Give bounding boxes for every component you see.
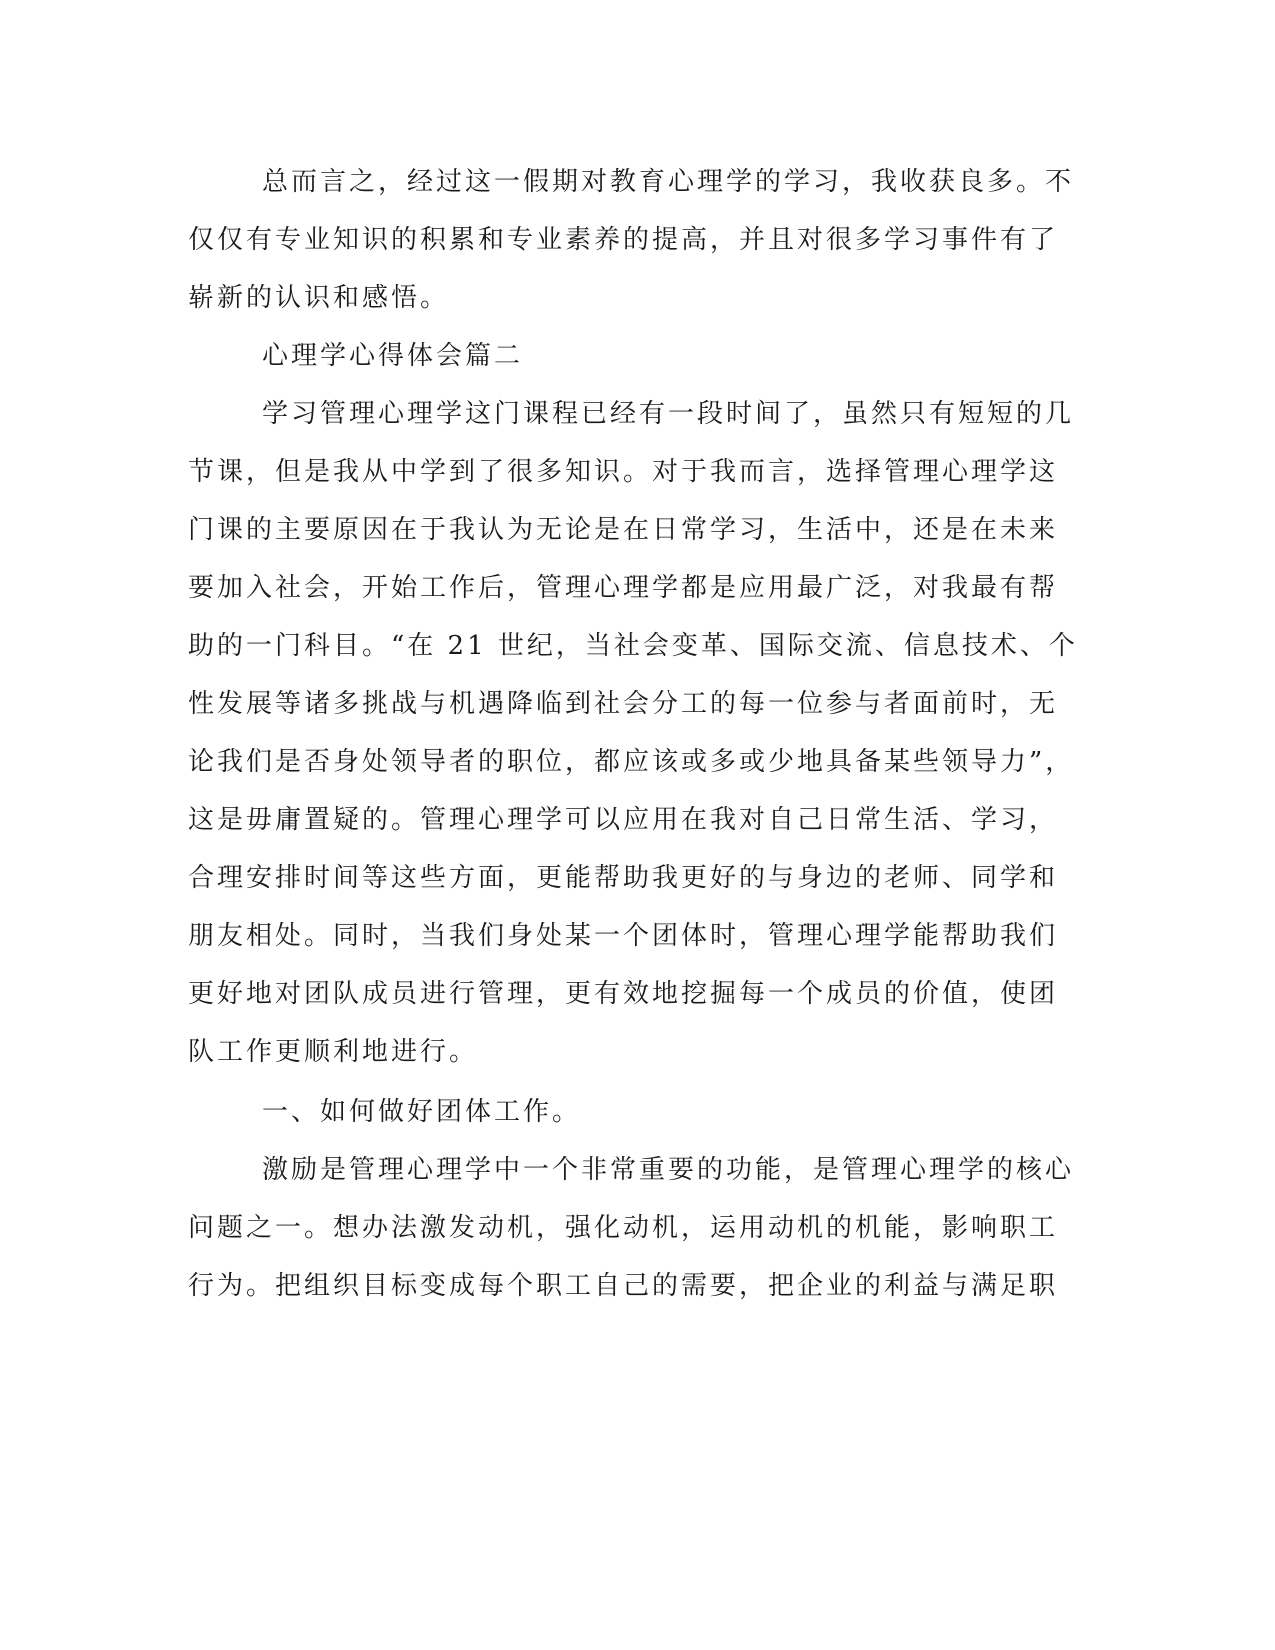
paragraph-2-line-8: 这是毋庸置疑的。管理心理学可以应用在我对自己日常生活、学习， bbox=[188, 805, 1059, 835]
paragraph-1-line-3: 崭新的认识和感悟。 bbox=[188, 283, 450, 313]
paragraph-2-line-7: 论我们是否身处领导者的职位，都应该或多或少地具备某些领导力”， bbox=[188, 747, 1075, 777]
paragraph-2-line-4: 要加入社会，开始工作后，管理心理学都是应用最广泛，对我最有帮 bbox=[188, 573, 1059, 603]
subsection-heading: 一、如何做好团体工作。 bbox=[262, 1097, 582, 1127]
paragraph-3-line-1: 激励是管理心理学中一个非常重要的功能，是管理心理学的核心 bbox=[262, 1155, 1075, 1185]
paragraph-1-line-1: 总而言之，经过这一假期对教育心理学的学习，我收获良多。不 bbox=[262, 167, 1075, 197]
paragraph-2-line-5: 助的一门科目。“在 21 世纪，当社会变革、国际交流、信息技术、个 bbox=[188, 631, 1078, 661]
paragraph-2-line-2: 节课，但是我从中学到了很多知识。对于我而言，选择管理心理学这 bbox=[188, 457, 1059, 487]
paragraph-2-line-3: 门课的主要原因在于我认为无论是在日常学习，生活中，还是在未来 bbox=[188, 515, 1059, 545]
paragraph-2-line-9: 合理安排时间等这些方面，更能帮助我更好的与身边的老师、同学和 bbox=[188, 863, 1059, 893]
paragraph-2-line-6: 性发展等诸多挑战与机遇降临到社会分工的每一位参与者面前时，无 bbox=[188, 689, 1059, 719]
section-heading: 心理学心得体会篇二 bbox=[262, 341, 524, 371]
paragraph-2-line-11: 更好地对团队成员进行管理，更有效地挖掘每一个成员的价值，使团 bbox=[188, 979, 1059, 1009]
paragraph-3-line-3: 行为。把组织目标变成每个职工自己的需要，把企业的利益与满足职 bbox=[188, 1271, 1059, 1301]
paragraph-3-line-2: 问题之一。想办法激发动机，强化动机，运用动机的机能，影响职工 bbox=[188, 1213, 1059, 1243]
paragraph-2-line-1: 学习管理心理学这门课程已经有一段时间了，虽然只有短短的几 bbox=[262, 399, 1075, 429]
paragraph-2-line-12: 队工作更顺利地进行。 bbox=[188, 1037, 479, 1067]
paragraph-2-line-10: 朋友相处。同时，当我们身处某一个团体时，管理心理学能帮助我们 bbox=[188, 921, 1059, 951]
paragraph-1-line-2: 仅仅有专业知识的积累和专业素养的提高，并且对很多学习事件有了 bbox=[188, 225, 1059, 255]
